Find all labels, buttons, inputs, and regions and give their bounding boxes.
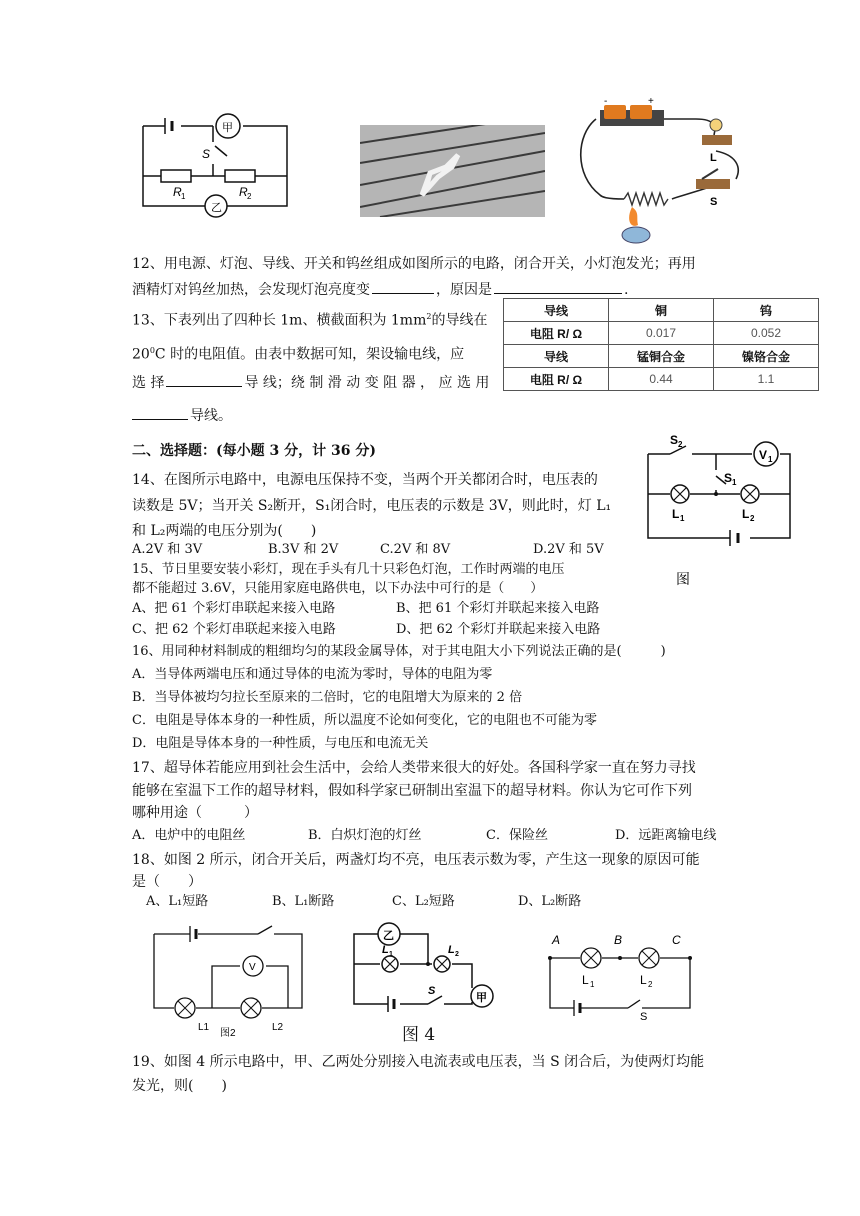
q16-option-d: D．电阻是导体本身的一种性质，与电压和电流无关 xyxy=(132,736,429,751)
switch-label: S xyxy=(640,1011,648,1020)
l2-label: L2 xyxy=(272,1022,284,1033)
q15-line1: 15、节日里要安装小彩灯，现在手头有几十只彩色灯泡，工作时两端的电压 xyxy=(132,562,565,577)
wires-photo xyxy=(360,125,545,217)
q13-line1-b: 的导线在 xyxy=(431,312,488,329)
q13-line1 xyxy=(132,307,487,331)
voltmeter-sub: 1 xyxy=(768,455,773,464)
q12-line2-b: ，原因是 xyxy=(436,282,492,298)
q16-option-b: B．当导体被均匀拉长至原来的二倍时，它的电阻增大为原来的 2 倍 xyxy=(132,690,523,705)
q18-line2: 是（ ） xyxy=(132,874,202,890)
q14-line3: 和 L₂两端的电压分别为( ) xyxy=(132,523,317,539)
l2-sub: 2 xyxy=(648,980,653,989)
q15-line2: 都不能超过 3.6V，只能用家庭电路供电，以下办法中可行的是（ ） xyxy=(132,581,544,596)
l2-sub: 2 xyxy=(750,514,755,523)
circuit-figure-abc xyxy=(540,928,700,1020)
q13-line2-sup: 0 xyxy=(149,346,155,355)
table-cell: 导线 xyxy=(504,299,609,322)
q13-line3 xyxy=(132,373,489,393)
q13-line3-a: 选 择 xyxy=(132,375,165,391)
table-cell: 铜 xyxy=(609,299,714,322)
l1-label: L xyxy=(582,973,589,987)
l1-label: L xyxy=(672,507,680,521)
meter-a-label: 甲 xyxy=(476,992,487,1004)
table-cell: 0.052 xyxy=(714,322,819,345)
r1-sub: 1 xyxy=(181,192,186,201)
node-a-label: A xyxy=(552,933,561,947)
q16-option-a: A．当导体两端电压和通过导体的电流为零时，导体的电阻为零 xyxy=(132,667,493,682)
node-c-label: C xyxy=(672,933,681,947)
q17-option-c: C．保险丝 xyxy=(486,828,548,843)
r2-sub: 2 xyxy=(247,192,252,201)
q17-option-b: B．白炽灯泡的灯丝 xyxy=(308,828,422,843)
q13-line2-a: 20 xyxy=(132,346,150,363)
figure-caption: 图2 xyxy=(220,1028,236,1039)
q13-line4 xyxy=(132,406,232,426)
q19-line1: 19、如图 4 所示电路中，甲、乙两处分别接入电流表或电压表，当 S 闭合后，为使两灯均能 xyxy=(132,1054,705,1070)
figure-caption: 图 xyxy=(676,571,690,587)
table-cell: 导线 xyxy=(504,345,609,368)
table-row xyxy=(504,299,819,322)
q13-line2 xyxy=(132,341,464,365)
table-cell: 镍铬合金 xyxy=(714,345,819,368)
q12-line1: 12、用电源、灯泡、导线、开关和钨丝组成如图所示的电路，闭合开关，小灯泡发光；再用 xyxy=(132,256,696,272)
battery-plus: + xyxy=(648,96,654,107)
tungsten-experiment-figure xyxy=(566,95,758,247)
q14-line1: 14、在图所示电路中，电源电压保持不变，当两个开关都闭合时，电压表的 xyxy=(132,472,598,488)
q17-line1: 17、超导体若能应用到社会生活中，会给人类带来很大的好处。各国科学家一直在努力寻找 xyxy=(132,760,696,776)
q14-line2: 读数是 5V；当开关 S₂断开，S₁闭合时，电压表的示数是 3V，则此时，灯 L₁ xyxy=(132,498,612,514)
l1-label: L xyxy=(382,944,389,956)
figure-4-caption: 图 4 xyxy=(402,1025,436,1045)
l1-label: L1 xyxy=(198,1022,210,1033)
table-cell: 电阻 R/ Ω xyxy=(504,322,609,345)
q16-option-c: C．电阻是导体本身的一种性质，所以温度不论如何变化，它的电阻也不可能为零 xyxy=(132,713,597,728)
l2-sub: 2 xyxy=(455,951,459,958)
circuit-figure-meters xyxy=(135,108,295,218)
switch-label: S xyxy=(428,985,436,997)
table-cell: 钨 xyxy=(714,299,819,322)
table-row xyxy=(504,345,819,368)
r1-label: R xyxy=(173,185,182,199)
q16-line1: 16、用同种材料制成的粗细均匀的某段金属导体，对于其电阻大小下列说法正确的是( ) xyxy=(132,644,666,659)
q14-option-a: A.2V 和 3V xyxy=(132,542,203,557)
l1-sub: 1 xyxy=(590,980,595,989)
q17-line2: 能够在室温下工作的超导材料，假如科学家已研制出室温下的超导材料。你认为它可作下列 xyxy=(132,783,692,799)
q13-line3-b: 导 线；绕 制 滑 动 变 阻 器 ， 应 选 用 xyxy=(244,375,490,391)
q13-line1-a: 13、下表列出了四种长 1m、横截面积为 1mm xyxy=(132,312,427,329)
meter-a-label: 甲 xyxy=(222,122,233,134)
meter-b-label: 乙 xyxy=(211,202,222,214)
q17-option-a: A．电炉中的电阻丝 xyxy=(132,828,246,843)
q14-option-d: D.2V 和 5V xyxy=(533,542,604,557)
q15-option-d: D、把 62 个彩灯并联起来接入电路 xyxy=(396,622,601,637)
switch-label: S xyxy=(202,147,211,161)
circuit-figure-4 xyxy=(348,920,500,1020)
s2-sub: 2 xyxy=(678,440,683,449)
l2-label: L xyxy=(640,973,647,987)
q18-line1: 18、如图 2 所示，闭合开关后，两盏灯均不亮，电压表示数为零，产生这一现象的原因可能 xyxy=(132,852,700,868)
l2-label: L xyxy=(448,944,455,956)
lamp-label: L xyxy=(710,152,717,164)
q18-option-a: A、L₁短路 xyxy=(146,894,209,909)
q19-line2: 发光，则( ) xyxy=(132,1078,227,1094)
meter-b-label: 乙 xyxy=(383,930,394,942)
q18-option-b: B、L₁断路 xyxy=(272,894,335,909)
table-cell: 0.017 xyxy=(609,322,714,345)
l1-sub: 1 xyxy=(389,951,393,958)
r2-label: R xyxy=(239,185,248,199)
switch-label-photo: S xyxy=(710,196,718,208)
voltmeter-label: V xyxy=(759,448,768,462)
q12-line2-a: 酒精灯对钨丝加热，会发现灯泡亮度变 xyxy=(132,282,370,298)
node-b-label: B xyxy=(614,933,623,947)
l1-sub: 1 xyxy=(680,514,685,523)
section-heading: 二、选择题：(每小题 3 分，计 36 分) xyxy=(132,443,376,459)
s2-label: S xyxy=(670,433,679,447)
table-row xyxy=(504,368,819,391)
q18-option-c: C、L₂短路 xyxy=(392,894,455,909)
table-cell: 1.1 xyxy=(714,368,819,391)
circuit-figure-q14 xyxy=(640,430,800,598)
q14-option-b: B.3V 和 2V xyxy=(268,542,339,557)
q18-option-d: D、L₂断路 xyxy=(518,894,582,909)
q12-line2-c: . xyxy=(624,282,629,298)
table-row xyxy=(504,322,819,345)
resistance-table xyxy=(503,298,819,391)
q13-line4-text: 导线。 xyxy=(190,408,232,424)
q13-line1-sup: 2 xyxy=(426,312,432,321)
q17-line3: 哪种用途（ ） xyxy=(132,805,258,821)
circuit-figure-2 xyxy=(150,918,320,1040)
q15-option-a: A、把 61 个彩灯串联起来接入电路 xyxy=(132,601,336,616)
l2-label: L xyxy=(742,507,750,521)
voltmeter-label: V xyxy=(249,962,256,973)
q12-line2 xyxy=(132,280,628,300)
table-cell: 锰铜合金 xyxy=(609,345,714,368)
q13-line2-b: C 时的电阻值。由表中数据可知，架设输电线，应 xyxy=(154,346,465,363)
q15-option-c: C、把 62 个彩灯串联起来接入电路 xyxy=(132,622,336,637)
battery-minus: - xyxy=(604,96,608,107)
s1-sub: 1 xyxy=(732,478,737,487)
table-cell: 电阻 R/ Ω xyxy=(504,368,609,391)
q14-option-c: C.2V 和 8V xyxy=(380,542,451,557)
table-cell: 0.44 xyxy=(609,368,714,391)
q17-option-d: D．远距离输电线 xyxy=(615,828,717,843)
s1-label: S xyxy=(724,471,733,485)
q15-option-b: B、把 61 个彩灯并联起来接入电路 xyxy=(396,601,600,616)
